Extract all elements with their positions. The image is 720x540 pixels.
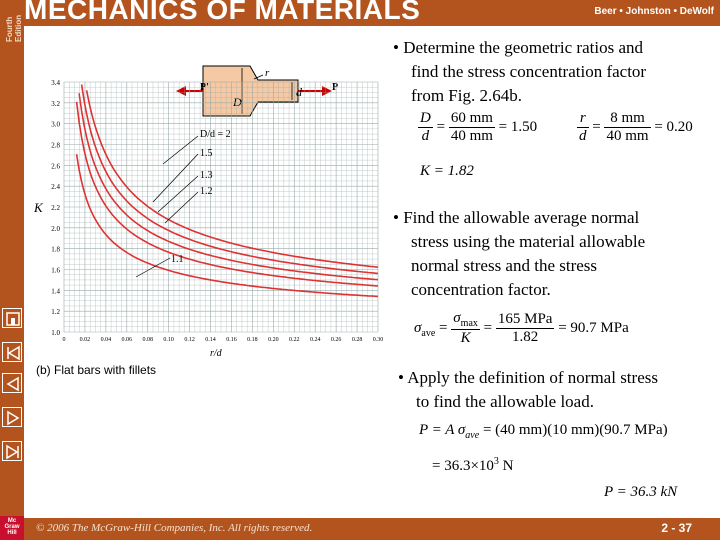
bullet-1: • Determine the geometric ratios and find the stress concentration factor from Fig. 2.64b. — [393, 38, 647, 105]
x-tick-label: 0.16 — [226, 337, 237, 343]
previous-slide-button[interactable] — [2, 373, 22, 393]
bullet-3: • Apply the definition of normal stress to find the allowable load. — [398, 368, 658, 411]
authors: Beer • Johnston • DeWolf — [594, 6, 714, 17]
stress-concentration-chart — [28, 60, 384, 360]
stress-concentration-figure — [28, 60, 384, 380]
y-axis-label: K — [34, 200, 43, 215]
equation-sigma-ave: $\sigma_{ave}$ = $\frac{\sigma_{max}}{K}$ = $\frac{\text{165 MPa}}{1.82}$ = 90.7 MPa — [414, 310, 629, 346]
curve-labels — [171, 129, 231, 265]
y-tick-label: 1.6 — [51, 266, 60, 275]
previous-icon — [3, 374, 23, 394]
x-tick-label: 0.06 — [121, 337, 133, 343]
y-ticks — [51, 79, 60, 337]
y-tick-label: 1.2 — [51, 308, 60, 317]
header-bar — [24, 0, 720, 26]
y-tick-label: 2.4 — [51, 183, 60, 192]
equation-D-over-d: $\frac{D}{d}$ = $\frac{60 mm}{40 mm}$ = 1.50 — [420, 110, 538, 144]
y-tick-label: 3.2 — [51, 99, 60, 108]
slide-title: MECHANICS OF MATERIALS — [24, 0, 421, 25]
x-tick-label: 0.30 — [372, 337, 384, 343]
x-tick-label: 0 — [62, 337, 66, 343]
x-ticks — [63, 337, 384, 343]
chart-grid — [64, 82, 378, 332]
copyright: © 2006 The McGraw-Hill Companies, Inc. All rights reserved. — [36, 522, 313, 534]
y-tick-label: 2.8 — [51, 141, 60, 150]
curve-label-1-3: 1.3 — [200, 170, 213, 181]
x-tick-label: 0.12 — [184, 337, 195, 343]
curve-label-1-5: 1.5 — [200, 148, 213, 159]
x-tick-label: 0.26 — [330, 337, 342, 343]
inset-p-left: P' — [200, 82, 209, 93]
first-slide-icon — [3, 343, 23, 363]
equation-P-load: P = A $\sigma_{ave} = (40$ mm)(10 mm)(90.7 MPa) — [419, 422, 668, 441]
inset-r: r — [265, 67, 270, 79]
bullet-2: • Find the allowable average normal stress using the material allowable normal stress and the stress concentration factor. — [393, 208, 646, 299]
next-slide-button[interactable] — [2, 407, 22, 427]
footer-bar — [24, 518, 720, 540]
x-tick-label: 0.20 — [268, 337, 279, 343]
last-slide-button[interactable] — [2, 441, 22, 461]
y-tick-label: 2.2 — [51, 204, 60, 212]
x-tick-label: 0.28 — [351, 337, 363, 343]
y-tick-label: 2.0 — [51, 224, 60, 233]
home-nav-button[interactable] — [2, 308, 22, 328]
x-tick-label: 0.10 — [163, 337, 174, 343]
x-tick-label: 0.24 — [309, 337, 321, 343]
x-tick-label: 0.14 — [205, 337, 216, 343]
y-tick-label: 3.0 — [51, 120, 60, 129]
x-tick-label: 0.02 — [79, 337, 91, 343]
y-tick-label: 1.4 — [51, 287, 60, 296]
home-icon — [3, 309, 23, 329]
equation-P-value: = $36.3\times 10^3$ N — [432, 456, 514, 474]
y-tick-label: 1.8 — [51, 245, 60, 254]
x-tick-label: 0.04 — [100, 337, 112, 343]
equation-r-over-d: $\frac{r}{d}$ = $\frac{8 mm}{40 mm}$ = 0.20 — [579, 110, 693, 144]
curve-label-2: D/d = 2 — [200, 129, 231, 140]
equation-P-result: P = 36.3 kN — [604, 484, 678, 500]
flat-bar-diagram — [176, 66, 338, 116]
curve-label-1-1: 1.1 — [171, 254, 184, 265]
x-axis-label: r/d — [210, 348, 222, 359]
inset-p-right: P — [332, 82, 339, 93]
curve-label-1-2: 1.2 — [200, 186, 213, 197]
curve-D-d-2 — [87, 90, 378, 267]
equation-K: K = 1.82 — [420, 163, 474, 179]
edition-label: Fourth Edition — [5, 14, 23, 42]
last-slide-icon — [3, 442, 23, 462]
next-icon — [3, 408, 23, 428]
mcgraw-hill-logo: Mc Graw Hill — [0, 516, 24, 540]
y-tick-label: 3.4 — [51, 79, 60, 87]
x-tick-label: 0.18 — [247, 337, 258, 343]
inset-d: d — [296, 85, 302, 99]
x-tick-label: 0.08 — [142, 337, 153, 343]
page-number: 2 - 37 — [661, 521, 692, 535]
first-slide-button[interactable] — [2, 342, 22, 362]
leader-lines — [136, 136, 198, 277]
figure-caption: (b) Flat bars with fillets — [36, 363, 157, 377]
y-tick-label: 2.6 — [51, 162, 60, 171]
y-tick-label: 1.0 — [51, 329, 60, 337]
x-tick-label: 0.22 — [289, 337, 300, 343]
inset-D: D — [233, 95, 242, 109]
